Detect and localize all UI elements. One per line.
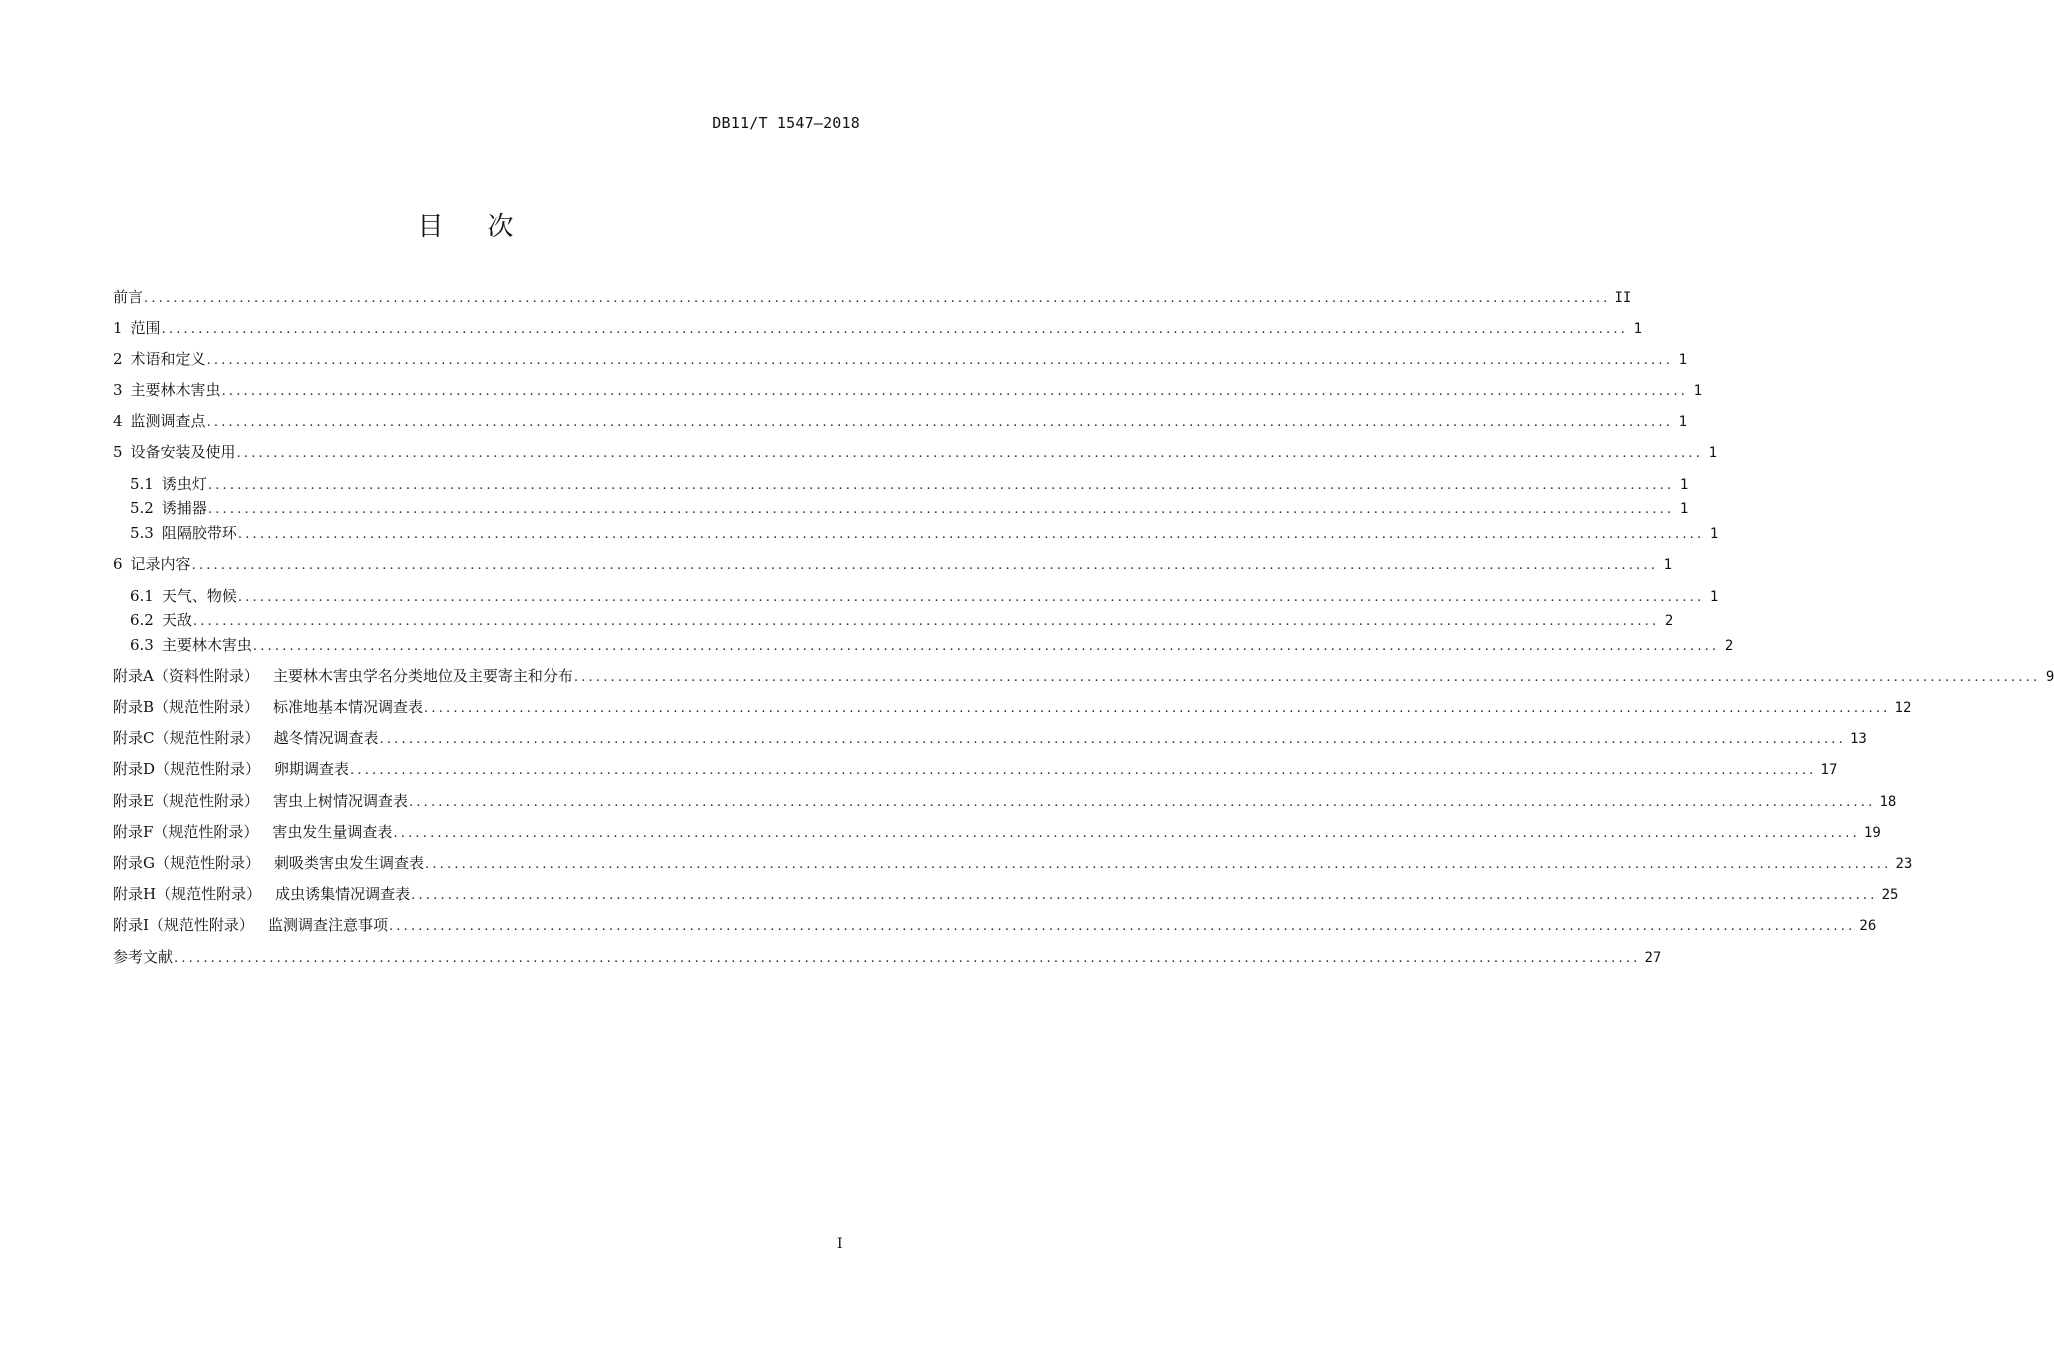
toc-entry-label (113, 317, 161, 339)
toc-entry-page: 26 (1859, 918, 1877, 934)
toc-entry-number: 6.3 (130, 636, 154, 654)
toc-entry-number: 6.2 (130, 611, 154, 629)
toc-entry-page: 1 (1679, 501, 1689, 517)
toc-entry[interactable] (113, 758, 1838, 780)
toc-entry-number: 附录G（规范性附录） (113, 854, 260, 872)
toc-dot-leader: ........................................................................................................................................................................................................ (174, 951, 1641, 966)
toc-entry-title: 参考文献 (113, 948, 174, 966)
toc-entry-title: 刺吸类害虫发生调查表 (273, 854, 424, 872)
toc-entry-title: 监测调查注意事项 (267, 916, 388, 934)
toc-entry-label (113, 914, 388, 936)
toc-entry-label (130, 522, 237, 544)
toc-entry-label (113, 883, 410, 905)
toc-entry-number: 5 (113, 443, 123, 461)
toc-entry-title: 害虫发生量调查表 (272, 823, 393, 841)
toc-entry-label (113, 758, 349, 780)
toc-dot-leader: ........................................................................................................................................................................................................ (379, 732, 1846, 747)
toc-dot-leader: ........................................................................................................................................................................................................ (237, 590, 1705, 605)
toc-dot-leader: ........................................................................................................................................................................................................ (206, 415, 1674, 430)
toc-entry[interactable] (113, 790, 1897, 812)
toc-entry-label (130, 609, 192, 631)
toc-entry-title: 记录内容 (130, 555, 191, 573)
toc-entry[interactable] (113, 821, 1881, 843)
toc-entry[interactable] (113, 553, 1673, 575)
toc-entry[interactable] (130, 497, 1689, 519)
toc-entry-page: 1 (1663, 557, 1673, 573)
toc-dot-leader: ........................................................................................................................................................................................................ (207, 478, 1675, 493)
toc-entry[interactable] (113, 379, 1703, 401)
toc-entry-number: 3 (113, 381, 123, 399)
toc-entry-page: 9 (2045, 669, 2054, 685)
toc-entry-number: 2 (113, 350, 123, 368)
toc-dot-leader: ........................................................................................................................................................................................................ (221, 384, 1689, 399)
toc-entry-label (113, 410, 206, 432)
toc-entry-number: 附录B（规范性附录） (113, 698, 260, 716)
toc-entry-title: 前言 (113, 288, 144, 306)
toc-dot-leader: ........................................................................................................................................................................................................ (237, 527, 1705, 542)
toc-entry-number: 附录H（规范性附录） (113, 885, 262, 903)
toc-entry-title: 主要林木害虫 (130, 381, 221, 399)
toc-entry[interactable] (130, 522, 1719, 544)
toc-entry-page: 1 (1709, 526, 1719, 542)
toc-entry-label (130, 497, 207, 519)
toc-dot-leader: ........................................................................................................................................................................................................ (206, 353, 1674, 368)
toc-entry-number: 5.2 (130, 499, 154, 517)
toc-entry-title: 诱捕器 (161, 499, 207, 517)
toc-entry-number: 附录A（资料性附录） (113, 667, 259, 685)
toc-entry[interactable] (113, 946, 1662, 968)
toc-entry[interactable] (113, 665, 2054, 687)
toc-entry-title: 天气、物候 (161, 587, 237, 605)
toc-entry-number: 4 (113, 412, 123, 430)
toc-entry-page: 1 (1709, 589, 1719, 605)
toc-entry-label (113, 286, 143, 308)
toc-entry-page: 23 (1895, 856, 1913, 872)
toc-dot-leader: ........................................................................................................................................................................................................ (424, 701, 1891, 716)
toc-entry-page: 18 (1879, 794, 1897, 810)
toc-entry-page: 1 (1678, 414, 1688, 430)
toc-entry[interactable] (113, 696, 1912, 718)
toc-entry-number: 附录I（规范性附录） (113, 916, 254, 934)
toc-entry-title: 主要林木害虫学名分类地位及主要寄主和分布 (272, 667, 573, 685)
toc-dot-leader: ........................................................................................................................................................................................................ (144, 291, 1611, 306)
toc-dot-leader: ........................................................................................................................................................................................................ (236, 446, 1704, 461)
toc-entry-label (113, 441, 236, 463)
toc-entry-label (113, 553, 191, 575)
toc-entry-number: 5.1 (130, 475, 154, 493)
toc-entry[interactable] (130, 585, 1719, 607)
toc-entry[interactable] (130, 634, 1734, 656)
toc-entry-label (113, 348, 206, 370)
toc-entry-title: 标准地基本情况调查表 (273, 698, 424, 716)
toc-entry-label (113, 727, 379, 749)
toc-entry-title: 天敌 (161, 611, 192, 629)
toc-entry-number: 附录F（规范性附录） (113, 823, 259, 841)
toc-entry-number: 附录C（规范性附录） (113, 729, 260, 747)
toc-entry[interactable] (113, 727, 1867, 749)
toc-entry[interactable] (113, 286, 1632, 308)
toc-entry-label (113, 790, 408, 812)
toc-dot-leader: ........................................................................................................................................................................................................ (350, 763, 1817, 778)
toc-entry-number: 附录E（规范性附录） (113, 792, 259, 810)
toc-entry-title: 诱虫灯 (161, 475, 207, 493)
toc-entry[interactable] (130, 609, 1674, 631)
toc-entry-title: 害虫上树情况调查表 (272, 792, 408, 810)
document-code: DB11/T 1547—2018 (712, 114, 860, 132)
toc-entry-label (113, 821, 392, 843)
toc-entry-label (130, 585, 237, 607)
toc-entry-page: 2 (1664, 613, 1674, 629)
toc-entry-page: 27 (1644, 950, 1662, 966)
toc-entry-label (113, 852, 424, 874)
toc-dot-leader: ........................................................................................................................................................................................................ (425, 857, 1892, 872)
toc-entry-title: 成虫诱集情况调查表 (275, 885, 411, 903)
toc-entry[interactable] (113, 883, 1899, 905)
page-number: I (837, 1236, 843, 1252)
toc-entry-title: 卵期调查表 (274, 760, 350, 778)
toc-entry-page: 1 (1679, 477, 1689, 493)
toc-entry-number: 6.1 (130, 587, 154, 605)
toc-entry-page: 17 (1820, 762, 1838, 778)
toc-entry-page: 25 (1881, 887, 1899, 903)
toc-entry-title: 越冬情况调查表 (273, 729, 379, 747)
toc-entry-label (130, 634, 252, 656)
toc-entry-title: 阻隔胶带环 (161, 524, 237, 542)
toc-entry[interactable] (113, 348, 1688, 370)
toc-dot-leader: ........................................................................................................................................................................................................ (252, 639, 1720, 654)
toc-entry[interactable] (130, 473, 1689, 495)
toc-entry-label (130, 473, 207, 495)
toc-dot-leader: ........................................................................................................................................................................................................ (191, 558, 1659, 573)
toc-entry-page: 1 (1678, 352, 1688, 368)
toc-dot-leader: ........................................................................................................................................................................................................ (408, 795, 1876, 810)
toc-entry-page: 13 (1849, 731, 1867, 747)
toc-entry-label (113, 379, 221, 401)
toc-entry-page: II (1614, 290, 1632, 306)
toc-entry-number: 5.3 (130, 524, 154, 542)
toc-entry-number: 6 (113, 555, 123, 573)
toc-dot-leader: ........................................................................................................................................................................................................ (388, 919, 1856, 934)
toc-entry-title: 术语和定义 (130, 350, 206, 368)
toc-dot-leader: ........................................................................................................................................................................................................ (207, 502, 1675, 517)
toc-entry-page: 2 (1724, 638, 1734, 654)
toc-entry-page: 12 (1894, 700, 1912, 716)
toc-entry-number: 1 (113, 319, 123, 337)
toc-entry[interactable] (113, 852, 1913, 874)
toc-dot-leader: ........................................................................................................................................................................................................ (192, 614, 1660, 629)
toc-dot-leader: ........................................................................................................................................................................................................ (411, 888, 1878, 903)
toc-entry-page: 1 (1633, 321, 1643, 337)
toc-dot-leader: ........................................................................................................................................................................................................ (573, 670, 2041, 685)
toc-entry[interactable] (113, 914, 1877, 936)
toc-entry-label (113, 696, 423, 718)
toc-entry-label (113, 946, 173, 968)
toc-entry-title: 范围 (130, 319, 161, 337)
toc-entry-title: 主要林木害虫 (161, 636, 252, 654)
toc-entry-label (113, 665, 573, 687)
toc-entry-page: 1 (1708, 445, 1718, 461)
toc-entry[interactable] (113, 317, 1643, 339)
toc-dot-leader: ........................................................................................................................................................................................................ (161, 322, 1629, 337)
toc-entry[interactable] (113, 441, 1718, 463)
toc-entry-number: 附录D（规范性附录） (113, 760, 261, 778)
toc-entry[interactable] (113, 410, 1688, 432)
toc-dot-leader: ........................................................................................................................................................................................................ (393, 826, 1860, 841)
toc-entry-page: 1 (1693, 383, 1703, 399)
toc-entry-page: 19 (1863, 825, 1881, 841)
toc-title: 目次 (417, 212, 558, 242)
toc-entry-title: 监测调查点 (130, 412, 206, 430)
toc-entry-title: 设备安装及使用 (130, 443, 236, 461)
